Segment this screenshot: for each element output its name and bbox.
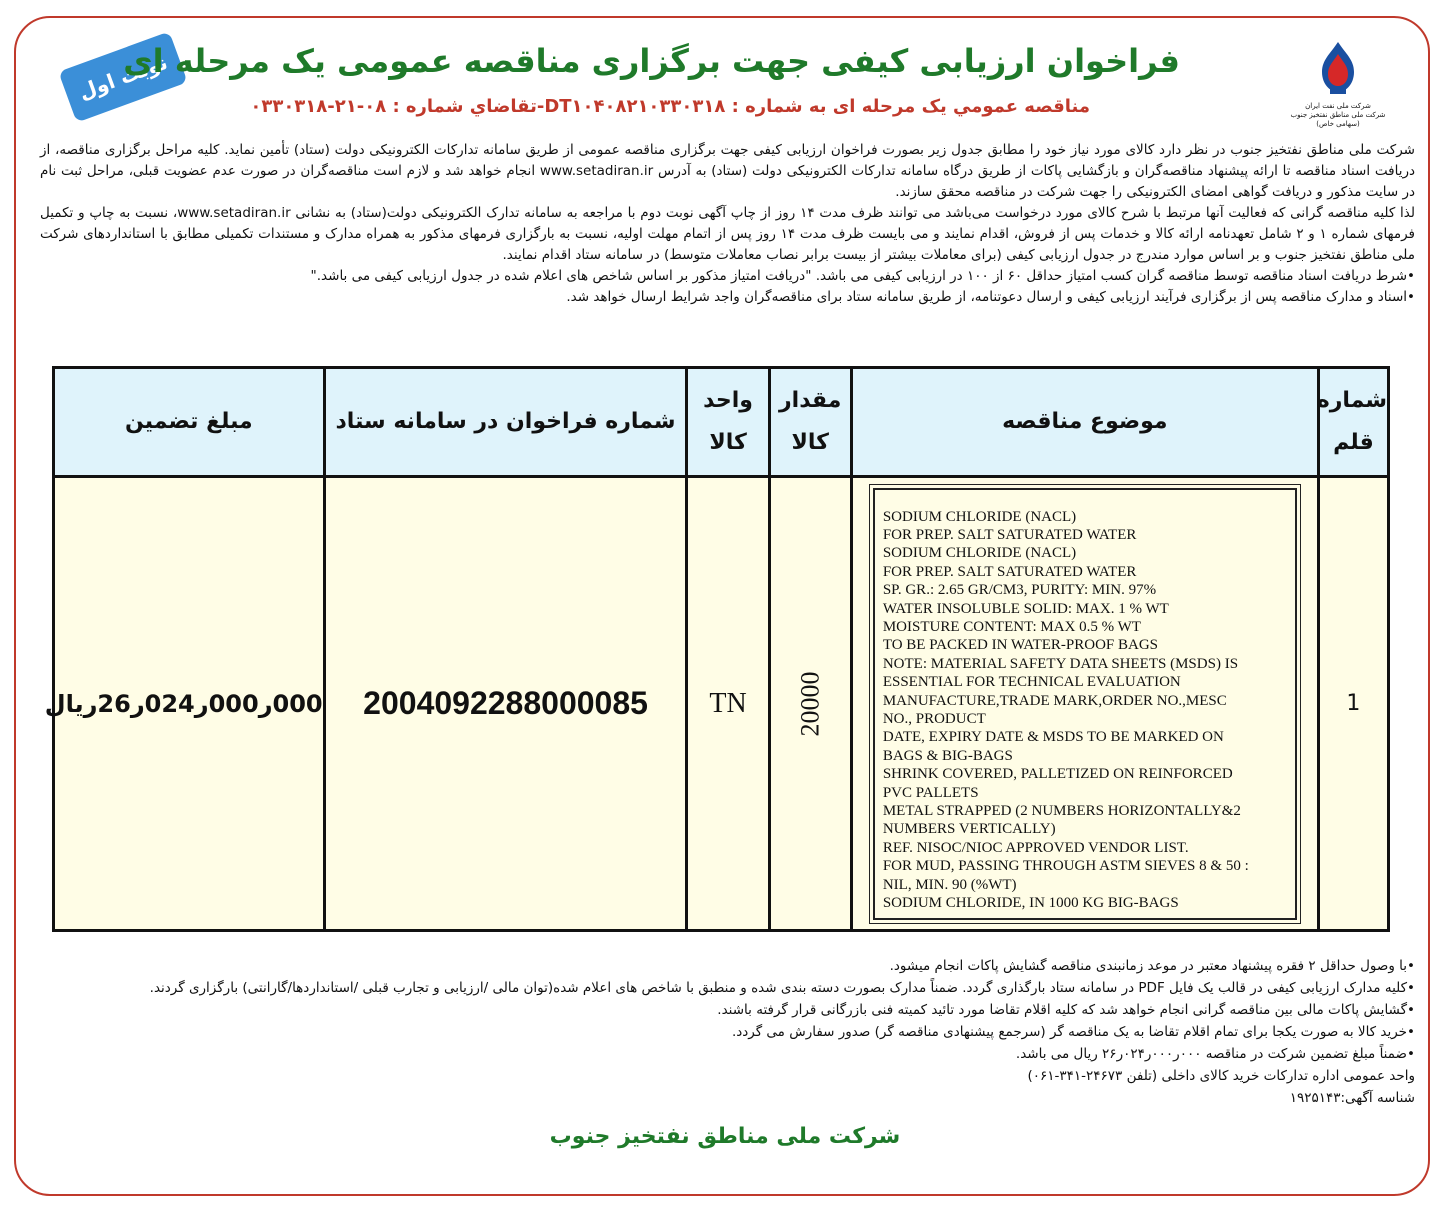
note-line: شناسه آگهی:۱۹۲۵۱۴۳ bbox=[1289, 1090, 1415, 1106]
header-quantity: مقدار کالا bbox=[769, 368, 851, 477]
description-line: SODIUM CHLORIDE, IN 1000 KG BIG-BAGS bbox=[882, 895, 1179, 912]
tender-table bbox=[44, 366, 1390, 932]
description-line: SODIUM CHLORIDE (NACL) bbox=[882, 545, 1077, 562]
table-row bbox=[54, 477, 1389, 931]
description-line: WATER INSOLUBLE SOLID: MAX. 1 % WT bbox=[882, 600, 1169, 617]
page-title: فراخوان ارزیابی کیفی جهت برگزاری مناقصه عمومی یک مرحله ای bbox=[123, 42, 1180, 80]
cell-setad-code: 2004092288000085 bbox=[324, 477, 687, 931]
header-item-no: شماره قلم bbox=[1318, 368, 1388, 477]
footer-company-name: شرکت ملی مناطق نفتخیز جنوب bbox=[549, 1124, 901, 1149]
note-line: •گشایش پاکات مالی بین مناقصه گرانی انجام خواهد شد که کلیه اقلام تقاضا مورد تائید کمیته فنی بازرگانی قرار گرفته باشند. bbox=[717, 1002, 1415, 1018]
notes-section bbox=[40, 955, 1415, 1109]
tender-number-line: مناقصه عمومي يک مرحله ای به شماره : DT۱۰۴۰۸۲۱۰۳۳۰۳۱۸-تقاضاي شماره : ۰۸-۲۱-۰۳۳۰۳۱۸ bbox=[250, 96, 1090, 117]
company-logo bbox=[1278, 40, 1398, 135]
header-subject: موضوع مناقصه bbox=[851, 368, 1318, 477]
first-publication-badge: نوبت اول bbox=[58, 31, 187, 122]
intro-paragraph: لذا کلیه مناقصه گرانی که فعالیت آنها مرتبط با شرح کالای مورد درخواست می‌باشد می توانند ظرف مدت ۱۴ روز از چاپ آگهی نوبت دوم با مراجعه به سامانه تدارک الکترونیکی دولت(ستاد) به نشانی www.setadiran.ir، نسبت به چاپ و تکمیل فرمهای شماره ۱ و ۲ شامل تعهدنامه ارائه کالا و خدمات پس از فروش، اقدام نمایند و می بایست ظرف مدت ۱۴ روز پس از اتمام مهلت اولیه، نسبت به بارگزاری فرمهای مذکور به همراه مدارک و مستندات تکمیلی مطابق با استانداردهای شرکت ملی مناطق نفتخیز جنوب و بر اساس موارد مندرج در جدول ارزیابی کیفی (برای معاملات بیشتر از بیست برابر نصاب معاملات متوسط) در سامانه ستاد اقدام نمایند. bbox=[40, 205, 1415, 263]
description-line: METAL STRAPPED (2 NUMBERS HORIZONTALLY&2 bbox=[882, 803, 1241, 819]
header-unit: واحد کالا bbox=[687, 368, 769, 477]
description-line: NOTE: MATERIAL SAFETY DATA SHEETS (MSDS) IS bbox=[882, 655, 1239, 672]
cell-guarantee-amount: 000ر000ر024ر26ریال bbox=[54, 477, 325, 931]
description-line: SHRINK COVERED, PALLETIZED ON REINFORCED bbox=[882, 766, 1233, 783]
description-line: NUMBERS VERTICALLY) bbox=[882, 821, 1056, 838]
cell-quantity bbox=[769, 477, 851, 931]
description-line: PVC PALLETS bbox=[882, 784, 979, 801]
description-line: TO BE PACKED IN WATER-PROOF BAGS bbox=[882, 637, 1159, 654]
description-line: FOR PREP. SALT SATURATED WATER bbox=[882, 526, 1137, 543]
description-line: FOR PREP. SALT SATURATED WATER bbox=[882, 563, 1137, 580]
description-line: NO., PRODUCT bbox=[882, 710, 986, 727]
description-line: REF. NISOC/NIOC APPROVED VENDOR LIST. bbox=[882, 839, 1189, 856]
note-line: •کلیه مدارک ارزیابی کیفی در قالب یک فایل PDF در سامانه ستاد بارگذاری گردد. ضمناً مدارک بصورت دسته بندی شده و منطبق با شاخص های اعلام شده(توان مالی /ارزیابی و تجارب قبلی /استانداردها/گارانتی) بارگزاری گردند. bbox=[149, 980, 1415, 996]
item-description-box bbox=[873, 488, 1297, 920]
quantity-value: 20000 bbox=[795, 671, 825, 736]
cell-subject bbox=[851, 477, 1318, 931]
intro-text bbox=[40, 140, 1415, 308]
description-line: SP. GR.: 2.65 GR/CM3, PURITY: MIN. 97% bbox=[882, 582, 1157, 599]
header-guarantee-amount: مبلغ تضمین bbox=[54, 368, 325, 477]
description-line: ESSENTIAL FOR TECHNICAL EVALUATION bbox=[882, 674, 1181, 691]
logo-text-1: شرکت ملی نفت ایران bbox=[1305, 102, 1371, 110]
logo-text-2: شرکت ملی مناطق نفتخیز جنوب (سهامی خاص) bbox=[1290, 111, 1386, 128]
table-header-row bbox=[54, 368, 1389, 477]
note-line: •خرید کالا به صورت یکجا برای تمام اقلام تقاضا به یک مناقصه گر (سرجمع پیشنهادی مناقصه گر) صدور سفارش می گردد. bbox=[731, 1024, 1415, 1040]
intro-paragraph: شرکت ملی مناطق نفتخیز جنوب در نظر دارد کالای مورد نیاز خود را مطابق جدول زیر بصورت فراخوان ارزیابی کیفی جهت برگزاری مناقصه عمومی از طریق سامانه تدارکات الکترونیکی دولت (ستاد) تأمین نماید. کلیه مراحل برگزاری مناقصه، از دریافت اسناد مناقصه تا ارائه پیشنهاد مناقصه‌گران و بازگشایی پاکات از طریق درگاه سامانه تدارکات الکترونیکی دولت (ستاد) به آدرس www.setadiran.ir انجام خواهد شد و لازم است مناقصه‌گران در صورت عدم عضویت قبلی، مراحل ثبت نام در سایت مذکور و دریافت گواهی امضای الکترونیکی را جهت شرکت در مناقصه محقق سازند. bbox=[40, 142, 1415, 200]
cell-unit: TN bbox=[687, 477, 769, 931]
description-line: MOISTURE CONTENT: MAX 0.5 % WT bbox=[882, 618, 1141, 635]
note-line: •با وصول حداقل ۲ فقره پیشنهاد معتبر در موعد زمانبندی مناقصه گشایش پاکات انجام میشود. bbox=[889, 958, 1415, 974]
intro-paragraph: •شرط دریافت اسناد مناقصه توسط مناقصه گران کسب امتیاز حداقل ۶۰ از ۱۰۰ در ارزیابی کیفی می باشد. "دریافت امتیاز مذکور بر اساس شاخص های اعلام شده در جدول ارزیابی کیفی می باشد." bbox=[310, 268, 1415, 284]
description-line: BAGS & BIG-BAGS bbox=[882, 747, 1013, 764]
intro-paragraph: •اسناد و مدارک مناقصه پس از برگزاری فرآیند ارزیابی کیفی و ارسال دعوتنامه، از طریق سامانه ستاد برای مناقصه‌گران واجد شرایط ارسال خواهد شد. bbox=[566, 289, 1415, 305]
description-line: MANUFACTURE,TRADE MARK,ORDER NO.,MESC bbox=[882, 692, 1227, 709]
description-line: DATE, EXPIRY DATE & MSDS TO BE MARKED ON bbox=[882, 729, 1224, 746]
cell-item-no: 1 bbox=[1318, 477, 1388, 931]
description-line: NIL, MIN. 90 (%WT) bbox=[882, 876, 1017, 893]
note-line: •ضمناً مبلغ تضمین شرکت در مناقصه ۰۰۰ر۰۰۰ر۰۲۴ر۲۶ ریال می باشد. bbox=[1015, 1046, 1415, 1062]
oil-company-logo-icon bbox=[1308, 40, 1368, 98]
note-line: واحد عمومی اداره تدارکات خرید کالای داخلی (تلفن ۲۴۶۷۳-۳۴۱-۰۶۱) bbox=[1027, 1068, 1415, 1084]
header-setad-code: شماره فراخوان در سامانه ستاد bbox=[324, 368, 687, 477]
description-line: FOR MUD, PASSING THROUGH ASTM SIEVES 8 & 50 : bbox=[882, 858, 1249, 875]
description-line: SODIUM CHLORIDE (NACL) bbox=[882, 508, 1077, 525]
